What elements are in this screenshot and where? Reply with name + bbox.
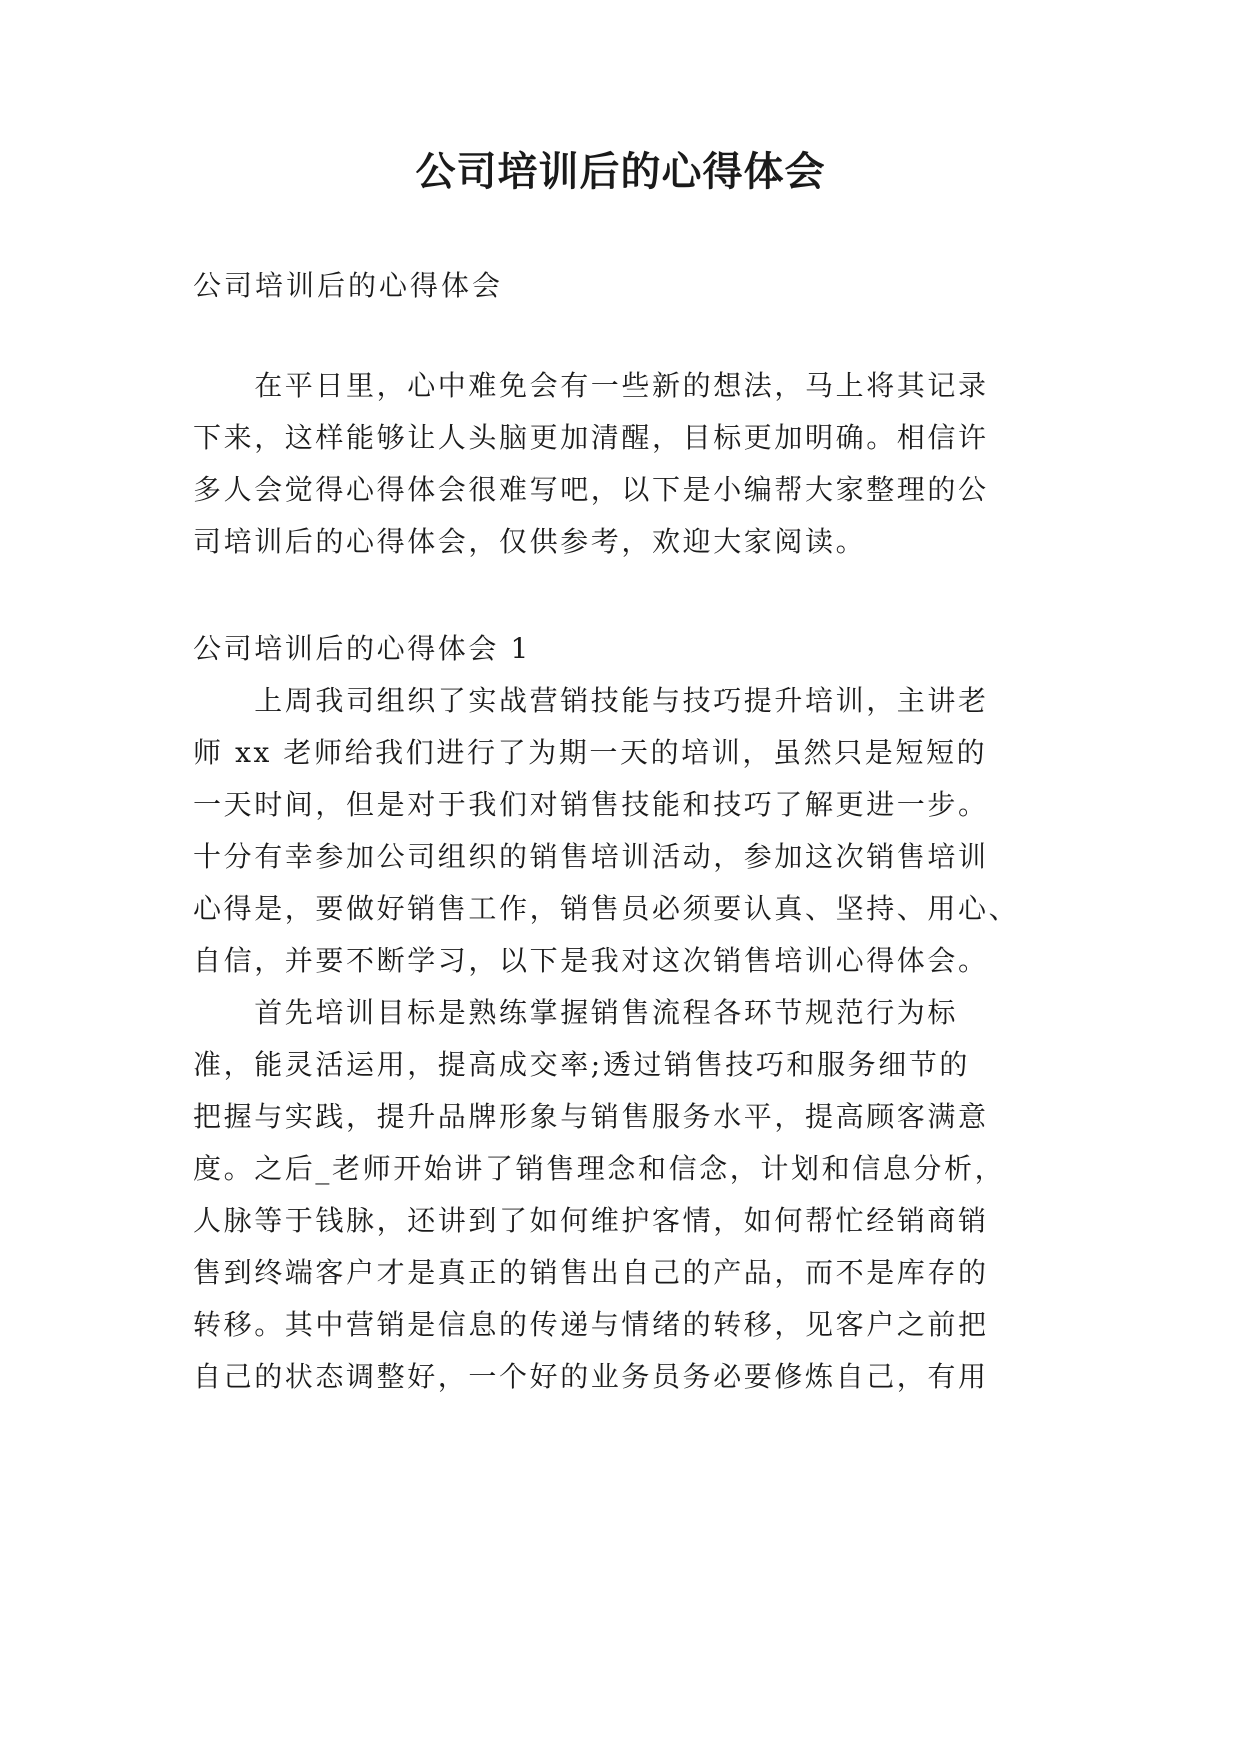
section-heading: 公司培训后的心得体会 1 — [193, 632, 531, 665]
body-line: 自信，并要不断学习，以下是我对这次销售培训心得体会。 — [193, 944, 989, 977]
body-line: 首先培训目标是熟练掌握销售流程各环节规范行为标 — [193, 996, 959, 1029]
intro-line: 多人会觉得心得体会很难写吧，以下是小编帮大家整理的公 — [193, 473, 989, 506]
intro-line: 在平日里，心中难免会有一些新的想法，马上将其记录 — [193, 369, 989, 402]
body-line: 人脉等于钱脉，还讲到了如何维护客情，如何帮忙经销商销 — [193, 1204, 989, 1237]
body-line: 自己的状态调整好，一个好的业务员务必要修炼自己，有用 — [193, 1360, 989, 1393]
body-line: 上周我司组织了实战营销技能与技巧提升培训，主讲老 — [193, 684, 989, 717]
intro-line: 下来，这样能够让人头脑更加清醒，目标更加明确。相信许 — [193, 421, 989, 454]
document-subtitle: 公司培训后的心得体会 — [193, 269, 504, 302]
document-title: 公司培训后的心得体会 — [415, 148, 826, 195]
intro-line: 司培训后的心得体会，仅供参考，欢迎大家阅读。 — [193, 525, 867, 558]
body-line: 十分有幸参加公司组织的销售培训活动，参加这次销售培训 — [193, 840, 989, 873]
body-line: 师 xx 老师给我们进行了为期一天的培训，虽然只是短短的 — [193, 736, 988, 769]
body-line: 把握与实践，提升品牌形象与销售服务水平，提高顾客满意 — [193, 1100, 989, 1133]
body-line: 准，能灵活运用，提高成交率;透过销售技巧和服务细节的 — [193, 1048, 971, 1081]
body-line: 售到终端客户才是真正的销售出自己的产品，而不是库存的 — [193, 1256, 989, 1289]
body-line: 度。之后_老师开始讲了销售理念和信念，计划和信息分析， — [193, 1152, 1006, 1185]
body-line: 转移。其中营销是信息的传递与情绪的转移，见客户之前把 — [193, 1308, 989, 1341]
body-line: 心得是，要做好销售工作，销售员必须要认真、坚持、用心、 — [193, 892, 1020, 925]
body-line: 一天时间，但是对于我们对销售技能和技巧了解更进一步。 — [193, 788, 989, 821]
